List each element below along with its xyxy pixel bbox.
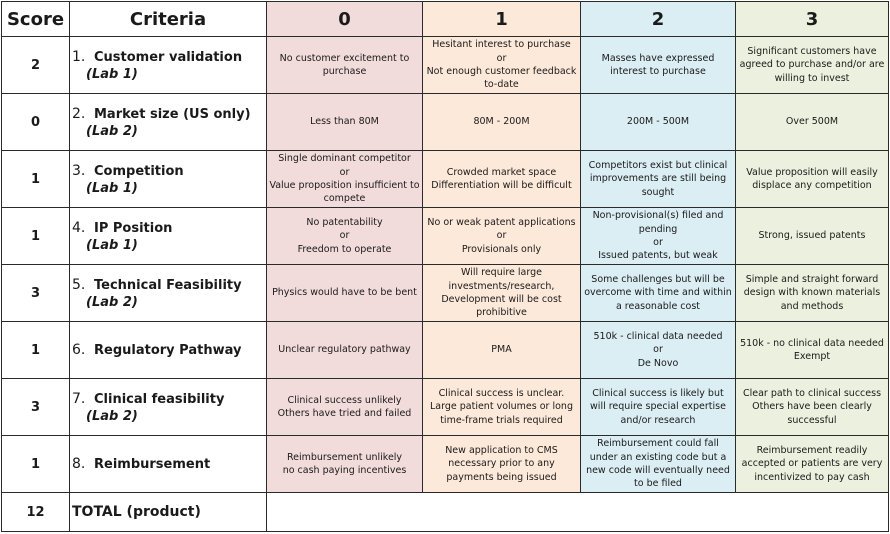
table-row <box>2 208 889 265</box>
row-score: 3 <box>2 265 70 322</box>
level-3-cell: Simple and straight forward design with known materials and methods <box>736 265 889 322</box>
level-3-cell: Over 500M <box>736 94 889 151</box>
criterion-name: IP Position <box>94 220 173 236</box>
criterion-cell <box>70 94 267 151</box>
criterion-cell <box>70 379 267 436</box>
level-0-cell: Less than 80M <box>267 94 423 151</box>
level-2-cell: Masses have expressed interest to purchase <box>581 37 736 94</box>
row-score: 1 <box>2 151 70 208</box>
row-score: 1 <box>2 208 70 265</box>
criterion-name: Technical Feasibility <box>94 277 242 293</box>
level-3-header: 3 <box>736 2 889 37</box>
row-score: 1 <box>2 322 70 379</box>
level-1-cell: Hesitant interest to purchase or Not enough customer feedback to-date <box>423 37 581 94</box>
level-1-cell: 80M - 200M <box>423 94 581 151</box>
criterion-name: Competition <box>94 163 184 179</box>
level-3-cell: Value proposition will easily displace any competition <box>736 151 889 208</box>
level-0-cell: Unclear regulatory pathway <box>267 322 423 379</box>
criterion-number: 6. <box>72 342 86 358</box>
level-0-cell: Physics would have to be bent <box>267 265 423 322</box>
row-score: 1 <box>2 436 70 493</box>
criterion-cell <box>70 265 267 322</box>
level-2-cell: Some challenges but will be overcome with time and within a reasonable cost <box>581 265 736 322</box>
table-row <box>2 322 889 379</box>
table-row <box>2 436 889 493</box>
criteria-header: Criteria <box>70 2 267 37</box>
criterion-lab: (Lab 1) <box>86 66 138 82</box>
row-score: 0 <box>2 94 70 151</box>
level-1-cell: Crowded market space Differentiation will be difficult <box>423 151 581 208</box>
level-1-cell: No or weak patent applications or Provisionals only <box>423 208 581 265</box>
level-2-cell: Non-provisional(s) filed and pending or Issued patents, but weak <box>581 208 736 265</box>
criterion-name: Regulatory Pathway <box>94 343 242 358</box>
criterion-number: 3. <box>72 162 86 179</box>
level-3-cell: Reimbursement readily accepted or patients are very incentivized to pay cash <box>736 436 889 493</box>
level-2-cell: 510k - clinical data needed or De Novo <box>581 322 736 379</box>
criterion-name: Reimbursement <box>94 457 211 472</box>
criterion-number: 5. <box>72 276 86 293</box>
criterion-lab: (Lab 1) <box>86 237 138 253</box>
level-0-cell: No customer excitement to purchase <box>267 37 423 94</box>
level-0-cell: Reimbursement unlikely no cash paying incentives <box>267 436 423 493</box>
criterion-name: Customer validation <box>94 49 243 65</box>
level-3-cell: Clear path to clinical success Others have been clearly successful <box>736 379 889 436</box>
level-2-cell: Reimbursement could fall under an existing code but a new code will eventually need to be filed <box>581 436 736 493</box>
criterion-lab: (Lab 1) <box>86 180 138 196</box>
score-header: Score <box>2 2 70 37</box>
criterion-lab: (Lab 2) <box>86 408 138 424</box>
total-row-blank <box>267 493 889 532</box>
row-score: 3 <box>2 379 70 436</box>
criterion-cell <box>70 436 267 493</box>
table-row <box>2 265 889 322</box>
level-1-header: 1 <box>423 2 581 37</box>
criterion-cell <box>70 208 267 265</box>
criterion-name: Market size (US only) <box>94 106 251 122</box>
criterion-name: Clinical feasibility <box>94 391 225 407</box>
scoring-rubric-table <box>1 1 889 532</box>
criterion-number: 7. <box>72 390 86 407</box>
level-1-cell: Clinical success is unclear. Large patient volumes or long time-frame trials required <box>423 379 581 436</box>
total-label: TOTAL (product) <box>70 493 267 532</box>
table-row <box>2 94 889 151</box>
level-1-cell: New application to CMS necessary prior to any payments being issued <box>423 436 581 493</box>
level-0-header: 0 <box>267 2 423 37</box>
total-score: 12 <box>2 493 70 532</box>
criterion-lab: (Lab 2) <box>86 294 138 310</box>
table-row <box>2 37 889 94</box>
criterion-number: 2. <box>72 105 86 122</box>
level-2-cell: Competitors exist but clinical improvements are still being sought <box>581 151 736 208</box>
table-row <box>2 151 889 208</box>
table-row <box>2 379 889 436</box>
level-3-cell: Strong, issued patents <box>736 208 889 265</box>
level-2-cell: Clinical success is likely but will require special expertise and/or research <box>581 379 736 436</box>
level-0-cell: Clinical success unlikely Others have tried and failed <box>267 379 423 436</box>
level-1-cell: PMA <box>423 322 581 379</box>
level-2-cell: 200M - 500M <box>581 94 736 151</box>
criterion-cell <box>70 322 267 379</box>
level-0-cell: No patentability or Freedom to operate <box>267 208 423 265</box>
header-row <box>2 2 889 37</box>
criterion-cell <box>70 37 267 94</box>
criterion-cell <box>70 151 267 208</box>
total-row <box>2 493 889 532</box>
criterion-number: 8. <box>72 456 86 472</box>
criterion-lab: (Lab 2) <box>86 123 138 139</box>
level-1-cell: Will require large investments/research, Development will be cost prohibitive <box>423 265 581 322</box>
level-2-header: 2 <box>581 2 736 37</box>
level-3-cell: Significant customers have agreed to purchase and/or are willing to invest <box>736 37 889 94</box>
criterion-number: 1. <box>72 48 86 65</box>
row-score: 2 <box>2 37 70 94</box>
level-3-cell: 510k - no clinical data needed Exempt <box>736 322 889 379</box>
level-0-cell: Single dominant competitor or Value proposition insufficient to compete <box>267 151 423 208</box>
criterion-number: 4. <box>72 219 86 236</box>
